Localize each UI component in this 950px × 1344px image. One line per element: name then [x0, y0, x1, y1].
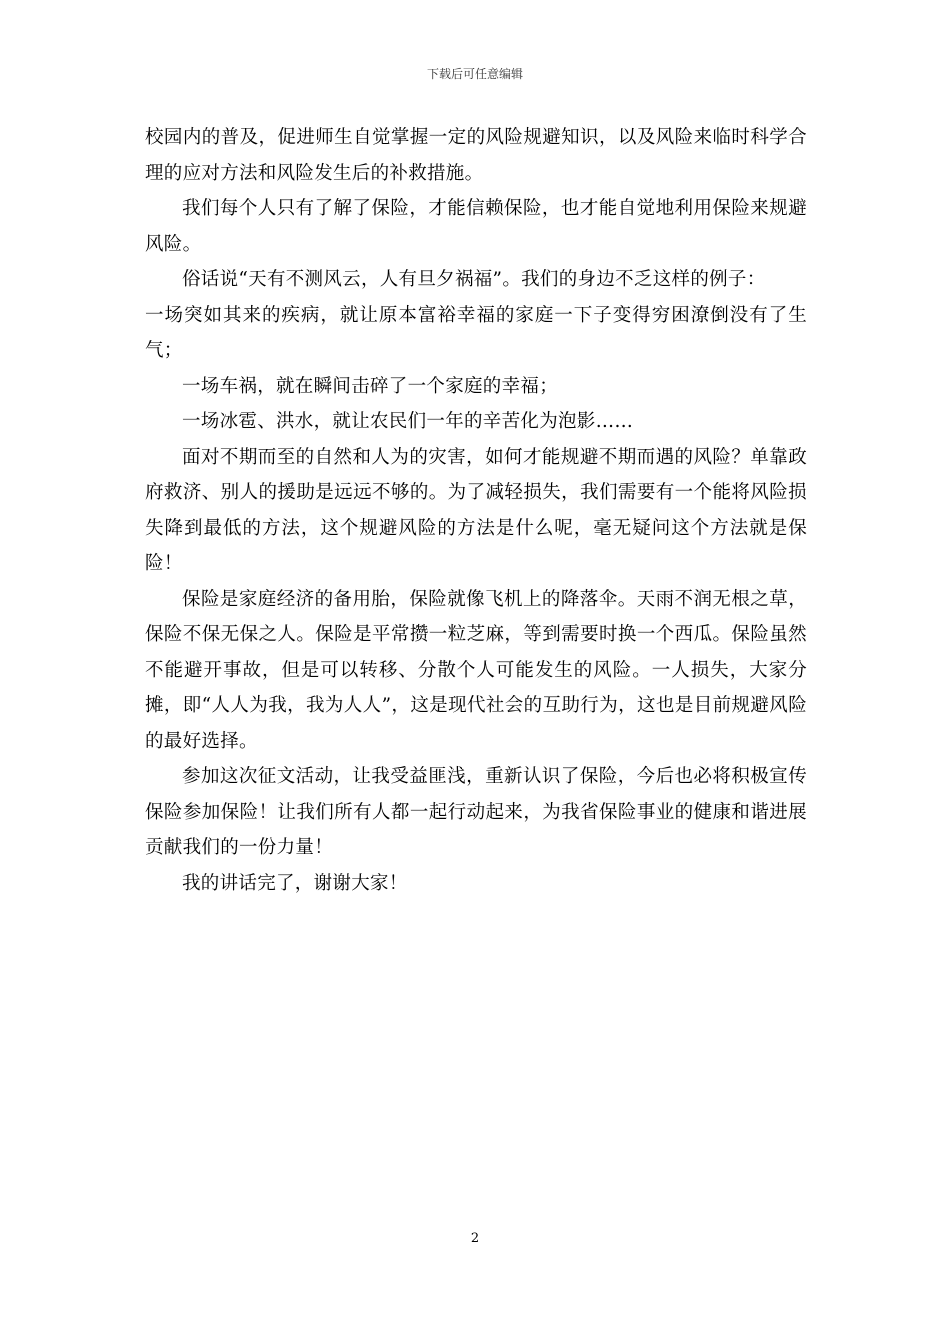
paragraph: 一场车祸，就在瞬间击碎了一个家庭的幸福；: [182, 375, 559, 397]
page-number: 2: [470, 1231, 480, 1246]
page-header: 下载后可任意编辑: [426, 67, 523, 81]
paragraph: 一场冰雹、洪水，就让农民们一年的辛苦化为泡影……: [182, 411, 634, 432]
paragraph: 面对不期而至的自然和人为的灾害，如何才能规避不期而遇的风险？单靠政府救济、别人的援助是远远不够的。为了减轻损失，我们需要有一个能将风险损失降到最低的方法，这个规避风险的方法是什么呢，毫无疑问这个方法就是保险！: [145, 446, 807, 574]
paragraph: 保险是家庭经济的备用胎，保险就像飞机上的降落伞。天雨不润无根之草，保险不保无保之人。保险是平常攒一粒芝麻，等到需要时换一个西瓜。保险虽然不能避开事故，但是可以转移、分散个人可能发生的风险。一人损失，大家分摊，即“人人为我，我为人人”，这是现代社会的互助行为，这也是目前规避风险的最好选择。: [145, 588, 807, 752]
paragraph: 参加这次征文活动，让我受益匪浅，重新认识了保险，今后也必将积极宣传保险参加保险！让我们所有人都一起行动起来，为我省保险事业的健康和谐进展贡献我们的一份力量！: [145, 766, 807, 858]
paragraph: 一场突如其来的疾病，就让原本富裕幸福的家庭一下子变得穷困潦倒没有了生气；: [145, 304, 807, 361]
paragraph-continuation: 校园内的普及，促进师生自觉掌握一定的风险规避知识，以及风险来临时科学合理的应对方法和风险发生后的补救措施。: [145, 127, 807, 184]
paragraph: 我的讲话完了，谢谢大家！: [182, 872, 408, 894]
paragraph: 我们每个人只有了解了保险，才能信赖保险，也才能自觉地利用保险来规避风险。: [145, 198, 807, 255]
paragraph: 俗话说“天有不测风云，人有旦夕祸福”。我们的身边不乏这样的例子：: [182, 269, 766, 290]
document-body: [145, 120, 807, 901]
